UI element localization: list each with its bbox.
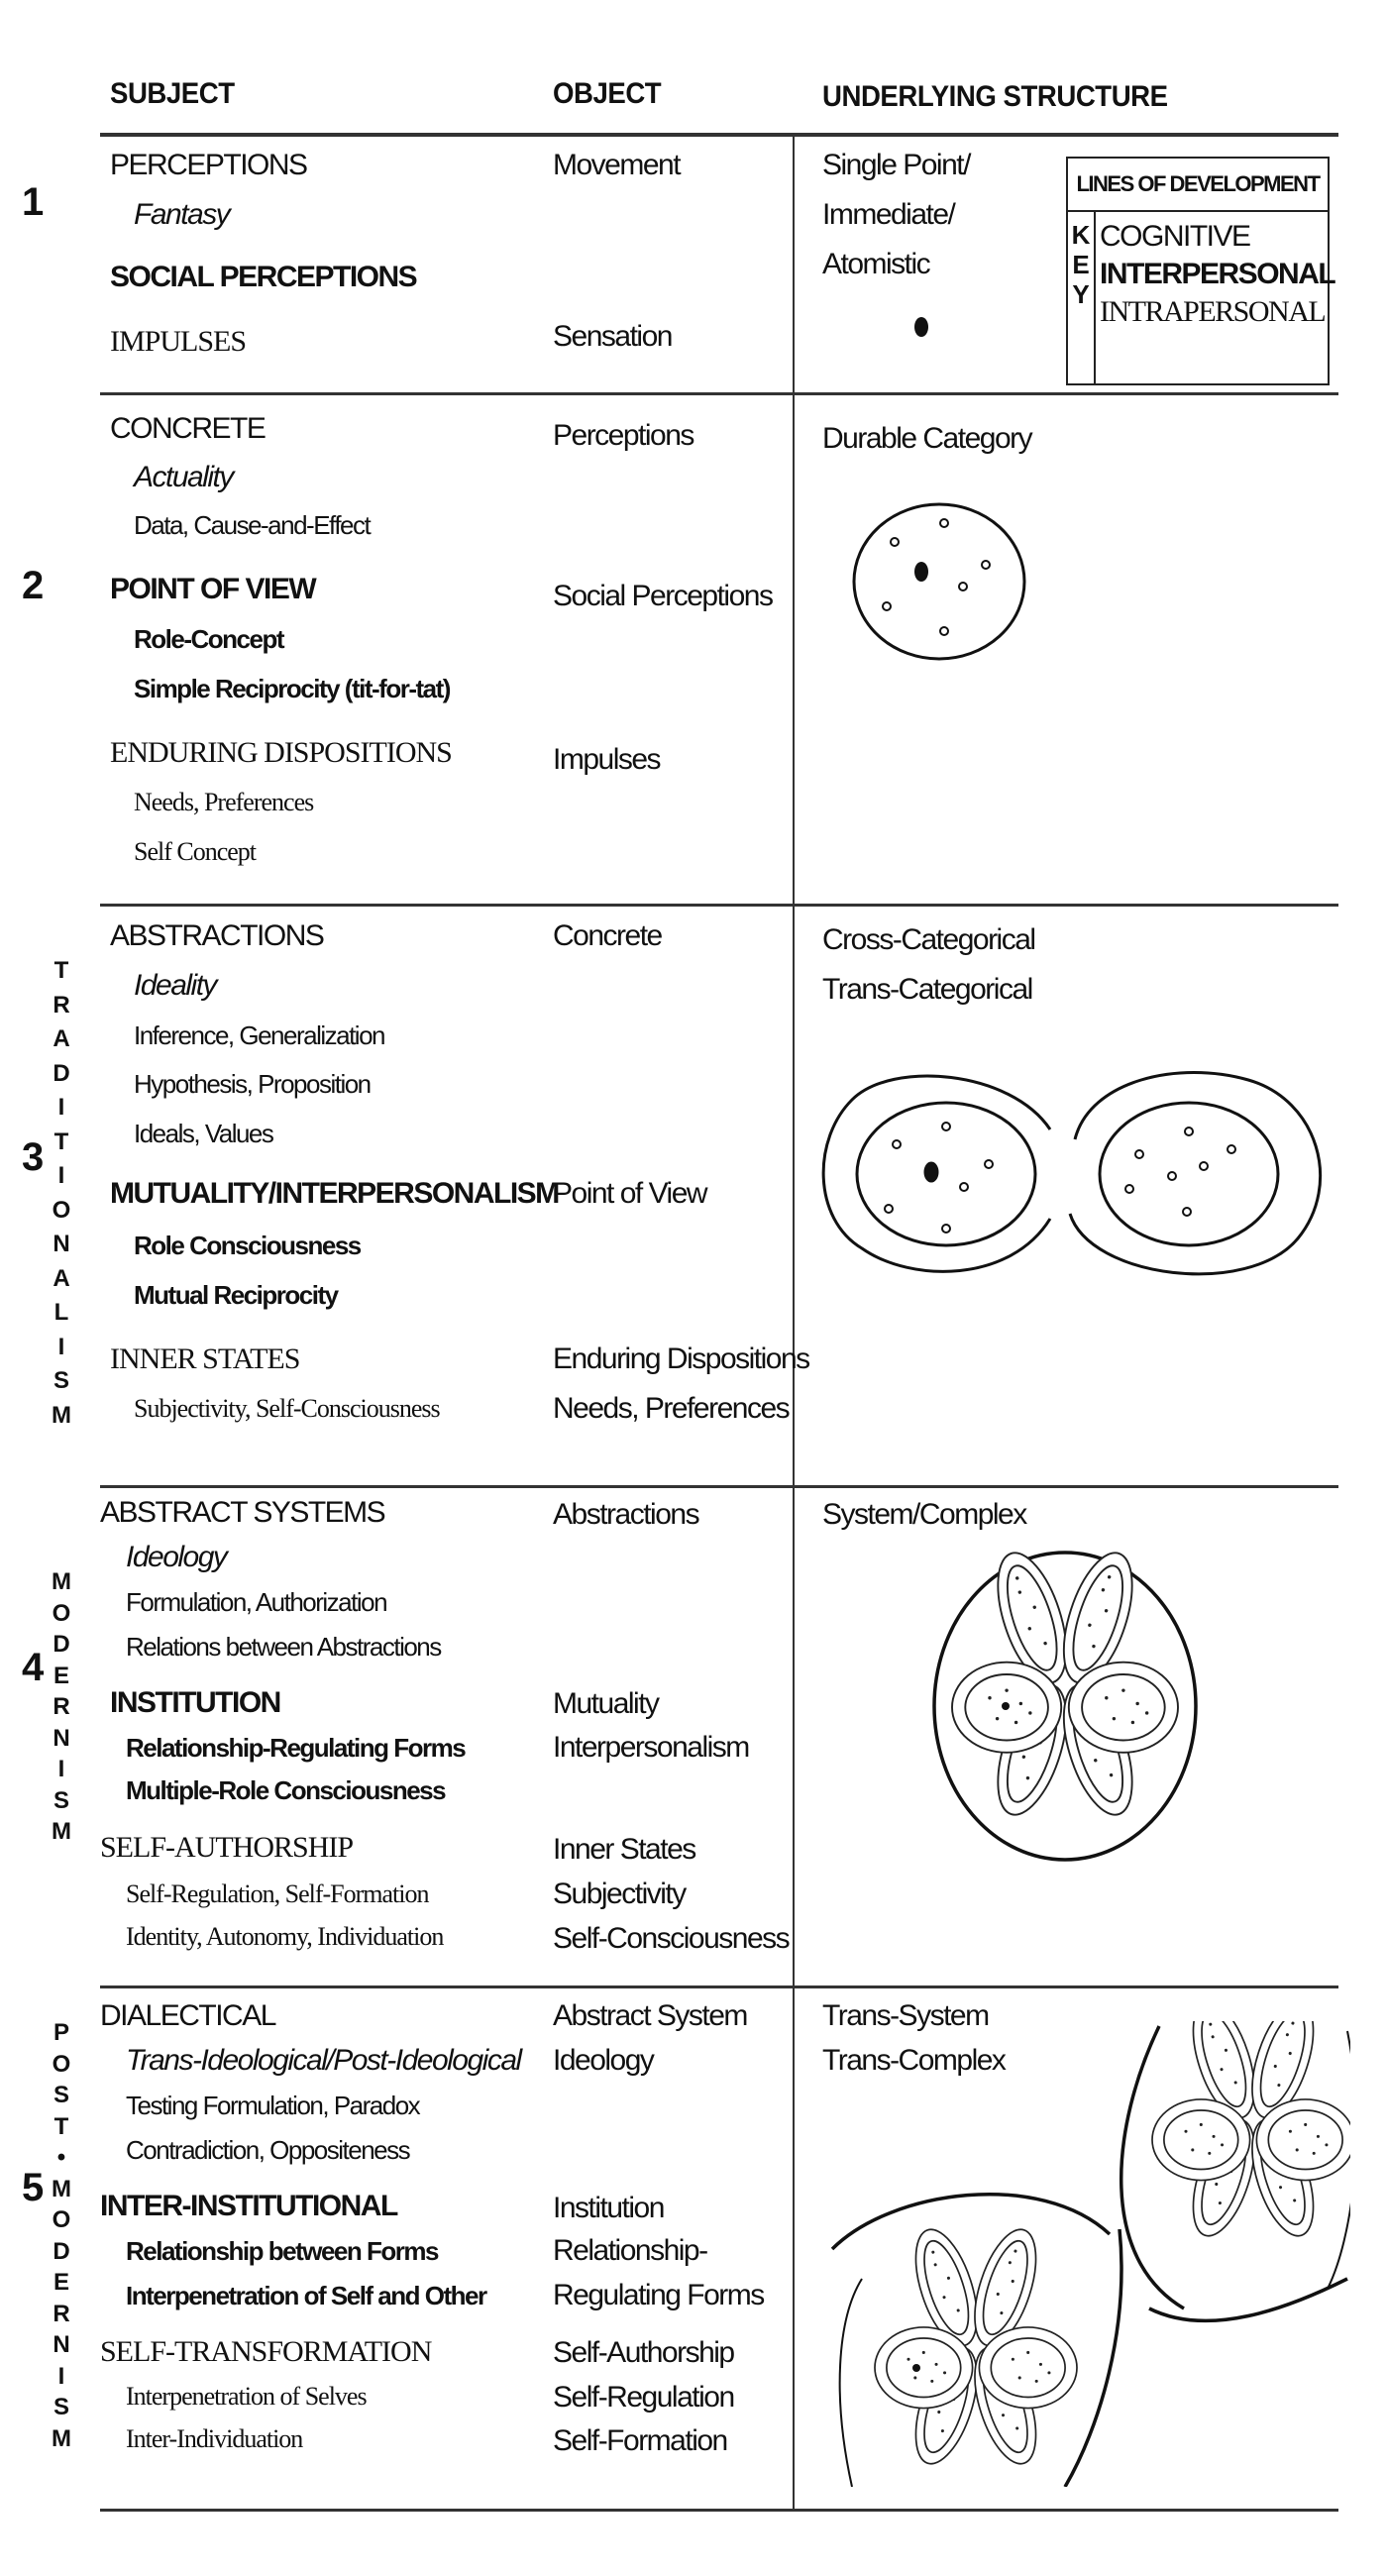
era-letter: R <box>53 2300 70 2327</box>
era-letter: N <box>53 1724 70 1752</box>
object-line: Abstract System <box>553 1999 747 2032</box>
subject-line: Inter-Individuation <box>126 2424 303 2453</box>
era-letter: N <box>53 2331 70 2358</box>
key-letter: E <box>1072 250 1090 279</box>
subject-line: Subjectivity, Self-Consciousness <box>134 1394 440 1423</box>
header-underlying-structure: UNDERLYING STRUCTURE <box>822 80 1168 113</box>
stage-number: 2 <box>22 564 45 607</box>
era-letter: T <box>53 2112 69 2140</box>
object-line: Self-Regulation <box>553 2381 734 2414</box>
era-letter: P <box>53 2019 69 2046</box>
object-line: Subjectivity <box>553 1878 686 1910</box>
subject-line: Self Concept <box>134 837 257 866</box>
subject-line: Testing Formulation, Paradox <box>126 2091 420 2120</box>
subject-line: POINT OF VIEW <box>110 573 316 605</box>
era-letter: I <box>57 1094 65 1121</box>
subject-line: Data, Cause-and-Effect <box>134 510 371 540</box>
subject-line: ABSTRACTIONS <box>110 919 324 952</box>
subject-line: Ideology <box>126 1541 227 1573</box>
subject-line: SOCIAL PERCEPTIONS <box>110 261 417 293</box>
era-letter: S <box>53 1367 69 1394</box>
era-letter: L <box>53 1299 69 1326</box>
era-label-traditionalism <box>47 959 76 1438</box>
era-letter: O <box>52 2206 71 2233</box>
stage-number: 3 <box>22 1135 45 1179</box>
era-letter: S <box>53 1786 69 1814</box>
era-letter: O <box>52 2050 71 2078</box>
subject-line: Role-Concept <box>134 624 283 654</box>
era-letter: S <box>53 2394 69 2420</box>
stage-number: 1 <box>22 180 45 224</box>
structure-line: System/Complex <box>822 1498 1026 1531</box>
object-line: Enduring Dispositions <box>553 1342 809 1375</box>
era-letter: A <box>53 1025 70 1052</box>
subject-line: IMPULSES <box>110 325 247 358</box>
subject-line: Mutual Reciprocity <box>134 1280 338 1310</box>
object-line: Impulses <box>553 743 661 776</box>
subject-line: Simple Reciprocity (tit-for-tat) <box>134 674 450 703</box>
subject-line: Self-Regulation, Self-Formation <box>126 1879 429 1908</box>
era-letter: D <box>53 1059 70 1087</box>
structure-line: Trans-Complex <box>822 2044 1006 2077</box>
era-letter: N <box>53 1231 70 1257</box>
subject-line: Interpenetration of Self and Other <box>126 2281 486 2310</box>
era-letter: R <box>53 1693 70 1720</box>
object-line: Self-Consciousness <box>553 1922 790 1955</box>
object-line: Abstractions <box>553 1498 699 1531</box>
object-line: Self-Formation <box>553 2424 727 2457</box>
structure-line: Trans-System <box>822 1999 989 2032</box>
subject-line: ABSTRACT SYSTEMS <box>100 1496 385 1529</box>
subject-line: Trans-Ideological/Post-Ideological <box>126 2044 521 2077</box>
era-letter: D <box>53 2237 70 2265</box>
subject-line: Multiple-Role Consciousness <box>126 1775 446 1805</box>
era-letter: O <box>52 1599 71 1627</box>
structure-line: Atomistic <box>822 248 930 280</box>
subject-line: SELF-AUTHORSHIP <box>100 1831 354 1864</box>
object-line: Movement <box>553 149 681 181</box>
subject-line: Identity, Autonomy, Individuation <box>126 1922 444 1951</box>
era-letter: I <box>57 1162 65 1189</box>
subject-line: MUTUALITY/INTERPERSONALISM <box>110 1177 559 1210</box>
object-line: Needs, Preferences <box>553 1392 790 1425</box>
era-letter: • <box>56 2144 66 2171</box>
object-line: Relationship- <box>553 2234 707 2267</box>
era-letter: M <box>52 1401 71 1429</box>
subject-line: Contradiction, Oppositeness <box>126 2135 410 2165</box>
object-line: Regulating Forms <box>553 2279 764 2311</box>
subject-line: Interpenetration of Selves <box>126 2382 367 2411</box>
object-line: Institution <box>553 2192 664 2224</box>
era-letter: T <box>53 957 69 984</box>
object-line: Point of View <box>553 1177 707 1210</box>
subject-line: Ideals, Values <box>134 1119 273 1148</box>
subject-line: Needs, Preferences <box>134 788 314 816</box>
era-letter: I <box>57 1333 65 1360</box>
object-line: Concrete <box>553 919 662 952</box>
structure-line: Trans-Categorical <box>822 973 1032 1006</box>
subject-line: Inference, Generalization <box>134 1020 385 1050</box>
era-letter: M <box>52 2424 71 2452</box>
subject-line: Role Consciousness <box>134 1231 361 1260</box>
era-letter: I <box>57 1756 65 1782</box>
era-letter: M <box>52 1818 71 1845</box>
subject-line: Actuality <box>134 461 233 493</box>
structure-line: Cross-Categorical <box>822 923 1035 956</box>
object-line: Inner States <box>553 1833 695 1866</box>
key-title: LINES OF DEVELOPMENT <box>1068 159 1328 212</box>
key-cognitive: COGNITIVE <box>1100 220 1250 253</box>
era-letter: T <box>53 1127 69 1155</box>
era-label-postmodernism <box>47 2021 76 2458</box>
era-letter: I <box>57 2362 65 2390</box>
subject-line: DIALECTICAL <box>100 1999 275 2032</box>
era-letter: M <box>52 1568 71 1595</box>
subject-line: Fantasy <box>134 198 230 231</box>
era-label-modernism <box>47 1570 76 1852</box>
subject-line: Ideality <box>134 969 217 1002</box>
subject-line: ENDURING DISPOSITIONS <box>110 736 452 769</box>
header-object: OBJECT <box>553 77 662 110</box>
structure-line: Single Point/ <box>822 149 970 181</box>
structure-line: Durable Category <box>822 422 1032 455</box>
subject-line: INNER STATES <box>110 1342 300 1375</box>
key-interpersonal: INTERPERSONAL <box>1100 258 1335 290</box>
structure-line: Immediate/ <box>822 198 955 231</box>
subject-line: Hypothesis, Proposition <box>134 1069 371 1099</box>
key-intrapersonal: INTRAPERSONAL <box>1100 295 1326 328</box>
key-letter: K <box>1071 220 1091 250</box>
cross-categorical-diagram <box>823 1073 1320 1274</box>
stage-number: 5 <box>22 2166 45 2209</box>
era-letter: O <box>52 1196 71 1224</box>
subject-line: Relationship-Regulating Forms <box>126 1733 466 1763</box>
object-line: Self-Authorship <box>553 2336 734 2369</box>
era-letter: E <box>53 1662 69 1689</box>
era-letter: S <box>53 2082 69 2108</box>
subject-line: Formulation, Authorization <box>126 1587 387 1617</box>
header-subject: SUBJECT <box>110 77 235 110</box>
object-line: Interpersonalism <box>553 1731 749 1764</box>
single-point-dot <box>914 317 928 337</box>
system-complex-diagram <box>934 1545 1196 1860</box>
durable-category-diagram <box>854 504 1024 659</box>
object-line: Mutuality <box>553 1687 659 1720</box>
subject-line: Relations between Abstractions <box>126 1632 441 1662</box>
subject-line: INTER-INSTITUTIONAL <box>100 2190 397 2222</box>
subject-line: INSTITUTION <box>110 1686 280 1719</box>
era-letter: A <box>53 1264 70 1292</box>
object-line: Ideology <box>553 2044 654 2077</box>
stage-number: 4 <box>22 1646 45 1689</box>
object-line: Sensation <box>553 320 672 353</box>
subject-line: SELF-TRANSFORMATION <box>100 2335 432 2368</box>
subject-line: Relationship between Forms <box>126 2236 438 2266</box>
era-letter: R <box>53 991 70 1019</box>
subject-line: PERCEPTIONS <box>110 149 307 181</box>
era-letter: D <box>53 1631 70 1658</box>
key-letter: Y <box>1072 279 1090 309</box>
object-line: Social Perceptions <box>553 580 773 612</box>
era-letter: M <box>52 2175 71 2202</box>
object-line: Perceptions <box>553 419 694 452</box>
subject-line: CONCRETE <box>110 412 266 445</box>
era-letter: E <box>53 2269 69 2296</box>
